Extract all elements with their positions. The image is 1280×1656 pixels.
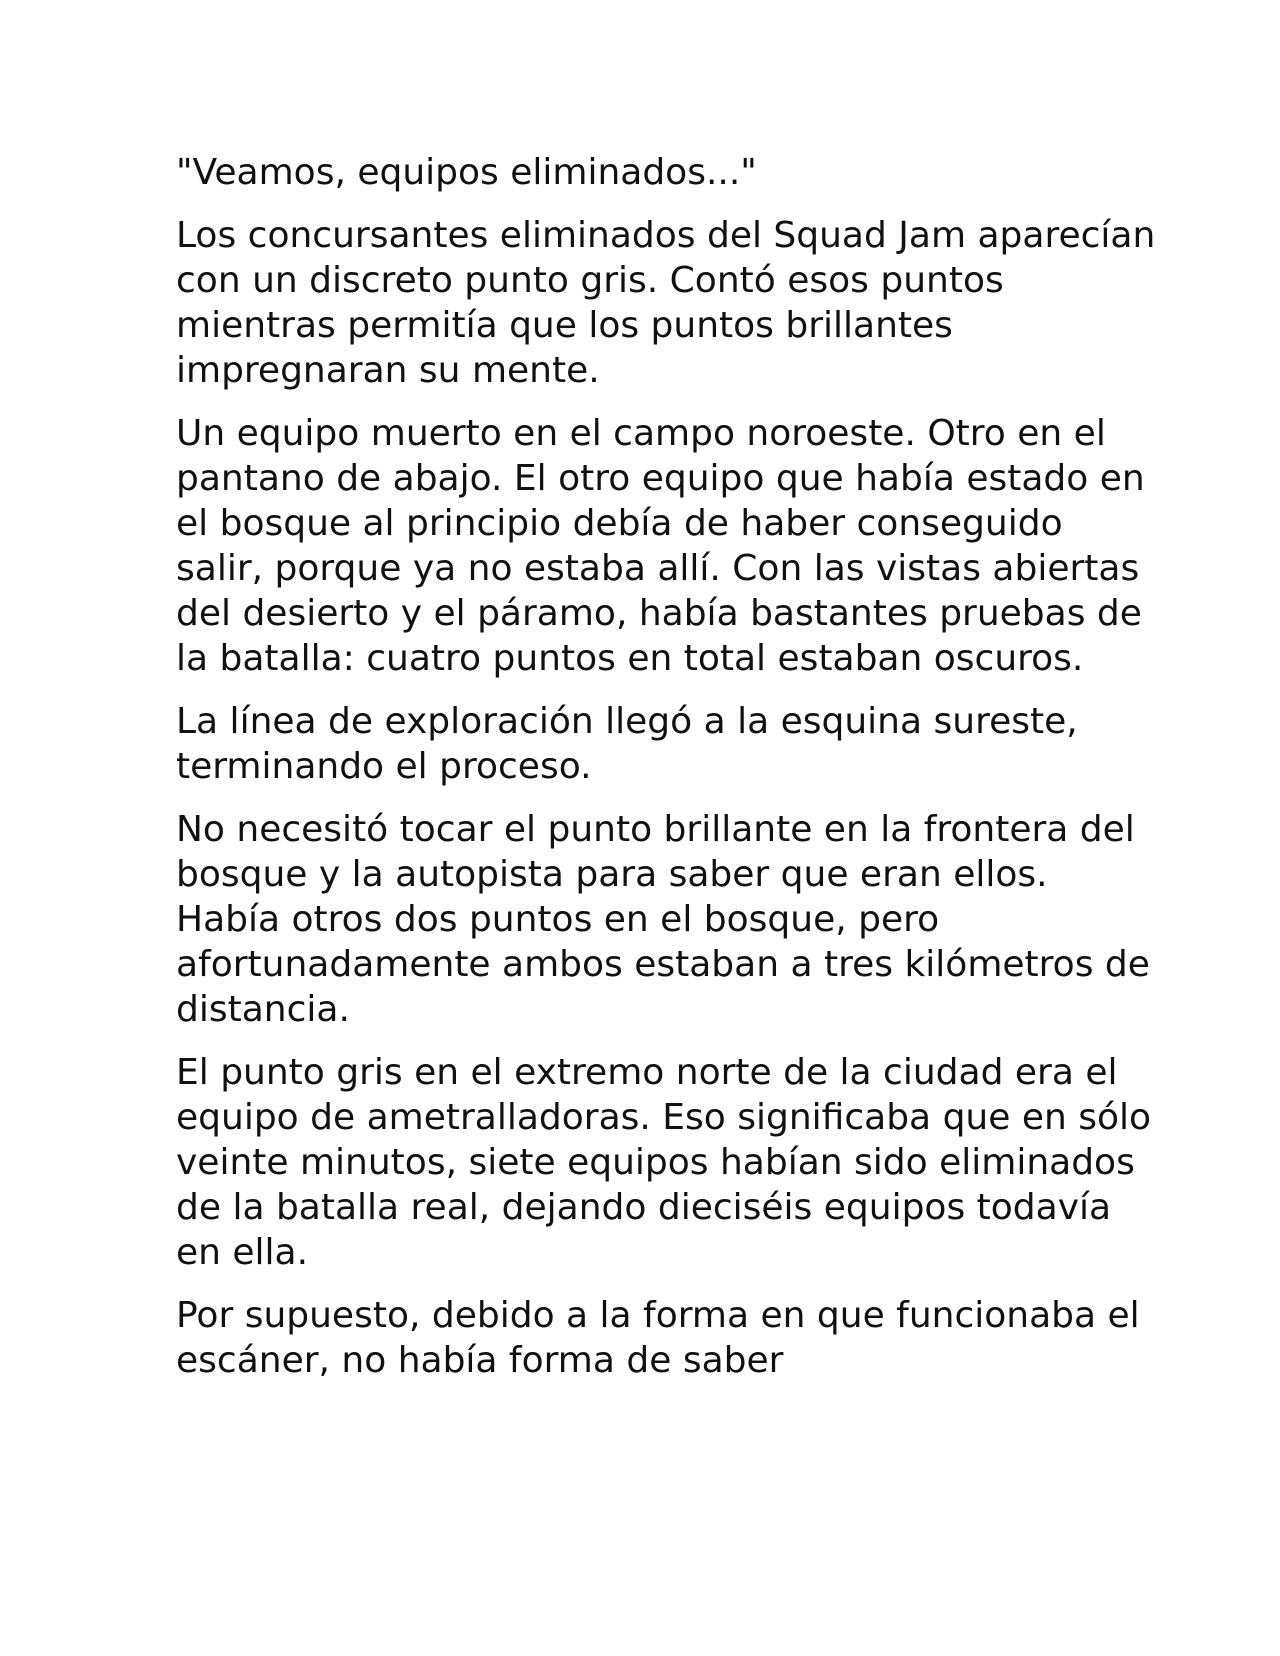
paragraph: El punto gris en el extremo norte de la ciudad era el equipo de ametralladoras. Eso significaba que en sólo veinte minutos, siete equipos habían sido eliminados de la batalla real, dejando dieciséis equipos todavía en ella. — [176, 1052, 1152, 1273]
document-page — [176, 150, 1156, 1401]
paragraph-dialogue: "Veamos, equipos eliminados..." — [176, 152, 757, 193]
paragraph: Los concursantes eliminados del Squad Jam aparecían con un discreto punto gris. Contó esos puntos mientras permitía que los puntos brillantes impregnaran su mente. — [176, 215, 1156, 391]
paragraph: Por supuesto, debido a la forma en que funcionaba el escáner, no había forma de saber — [176, 1295, 1140, 1381]
paragraph: Un equipo muerto en el campo noroeste. Otro en el pantano de abajo. El otro equipo que había estado en el bosque al principio debía de haber conseguido salir, porque ya no estaba allí. Con las vistas abiertas del desierto y el páramo, había bastantes pruebas de la batalla: cuatro puntos en total estaban oscuros. — [176, 413, 1145, 679]
paragraph: La línea de exploración llegó a la esquina sureste, terminando el proceso. — [176, 701, 1078, 787]
paragraph: No necesitó tocar el punto brillante en la frontera del bosque y la autopista para saber que eran ellos. Había otros dos puntos en el bosque, pero afortunadamente ambos estaban a tres kilómetros de distancia. — [176, 809, 1150, 1030]
